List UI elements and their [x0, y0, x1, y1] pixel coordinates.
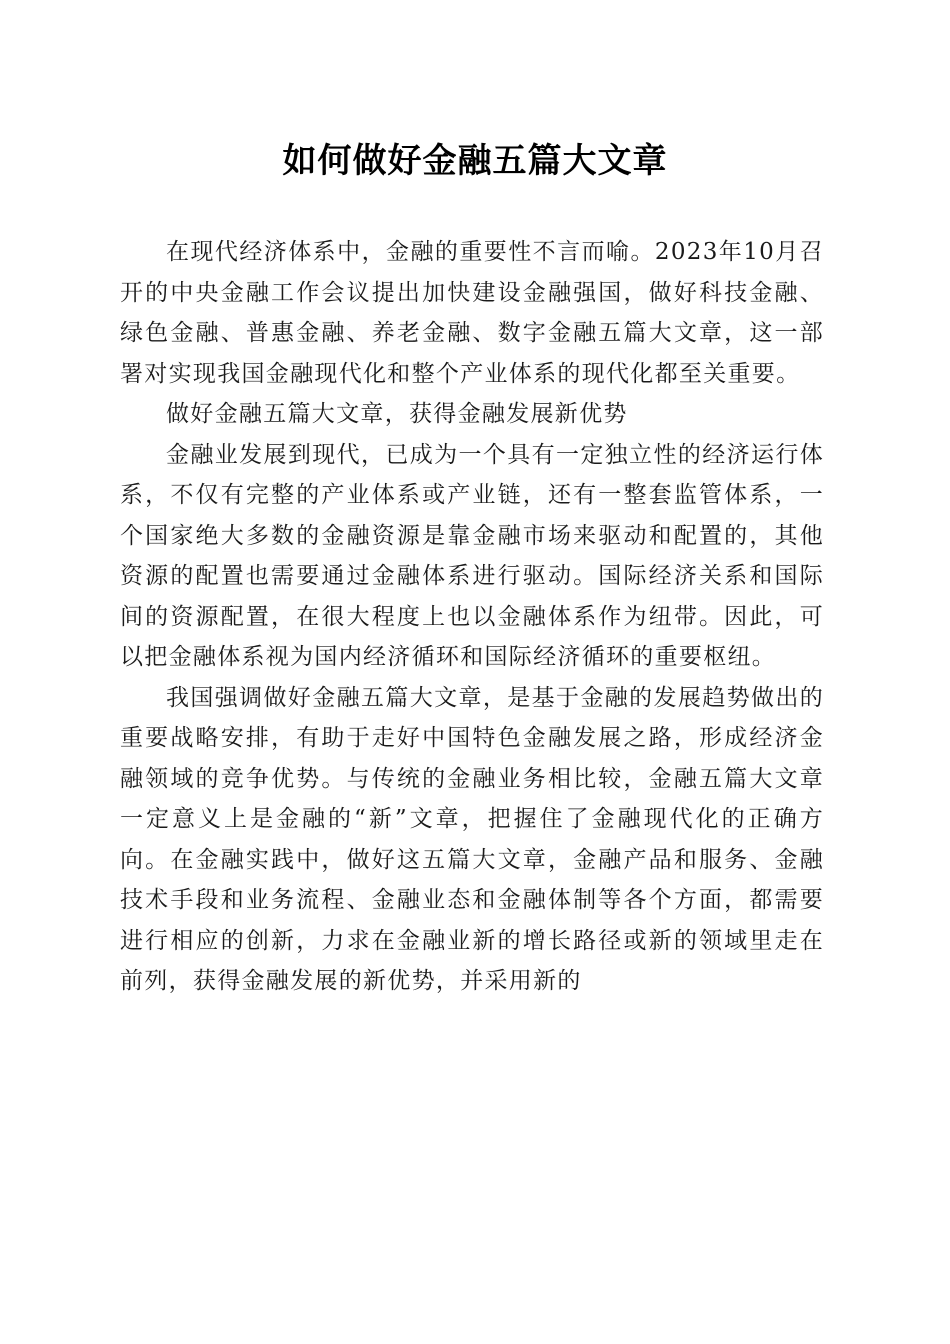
paragraph-financial-system: 金融业发展到现代，已成为一个具有一定独立性的经济运行体系，不仅有完整的产业体系或产业链，还有一整套监管体系，一个国家绝大多数的金融资源是靠金融市场来驱动和配置的，其他资源的配置也需要通过金融体系进行驱动。国际经济关系和国际间的资源配置，在很大程度上也以金融体系作为纽带。因此，可以把金融体系视为国内经济循环和国际经济循环的重要枢纽。	[120, 441, 824, 670]
document-body	[120, 232, 824, 1002]
paragraph-strategy: 我国强调做好金融五篇大文章，是基于金融的发展趋势做出的重要战略安排，有助于走好中国特色金融发展之路，形成经济金融领域的竞争优势。与传统的金融业务相比较，金融五篇大文章一定意义上是金融的“新”文章，把握住了金融现代化的正确方向。在金融实践中，做好这五篇大文章，金融产品和服务、金融技术手段和业务流程、金融业态和金融体制等各个方面，都需要进行相应的创新，力求在金融业新的增长路径或新的领域里走在前列，获得金融发展的新优势，并采用新的	[120, 684, 824, 994]
document-title: 如何做好金融五篇大文章	[282, 141, 668, 181]
paragraph-intro: 在现代经济体系中，金融的重要性不言而喻。2023年10月召开的中央金融工作会议提出加快建设金融强国，做好科技金融、绿色金融、普惠金融、养老金融、数字金融五篇大文章，这一部署对实现我国金融现代化和整个产业体系的现代化都至关重要。	[120, 239, 824, 387]
section-heading: 做好金融五篇大文章，获得金融发展新优势	[166, 401, 628, 427]
